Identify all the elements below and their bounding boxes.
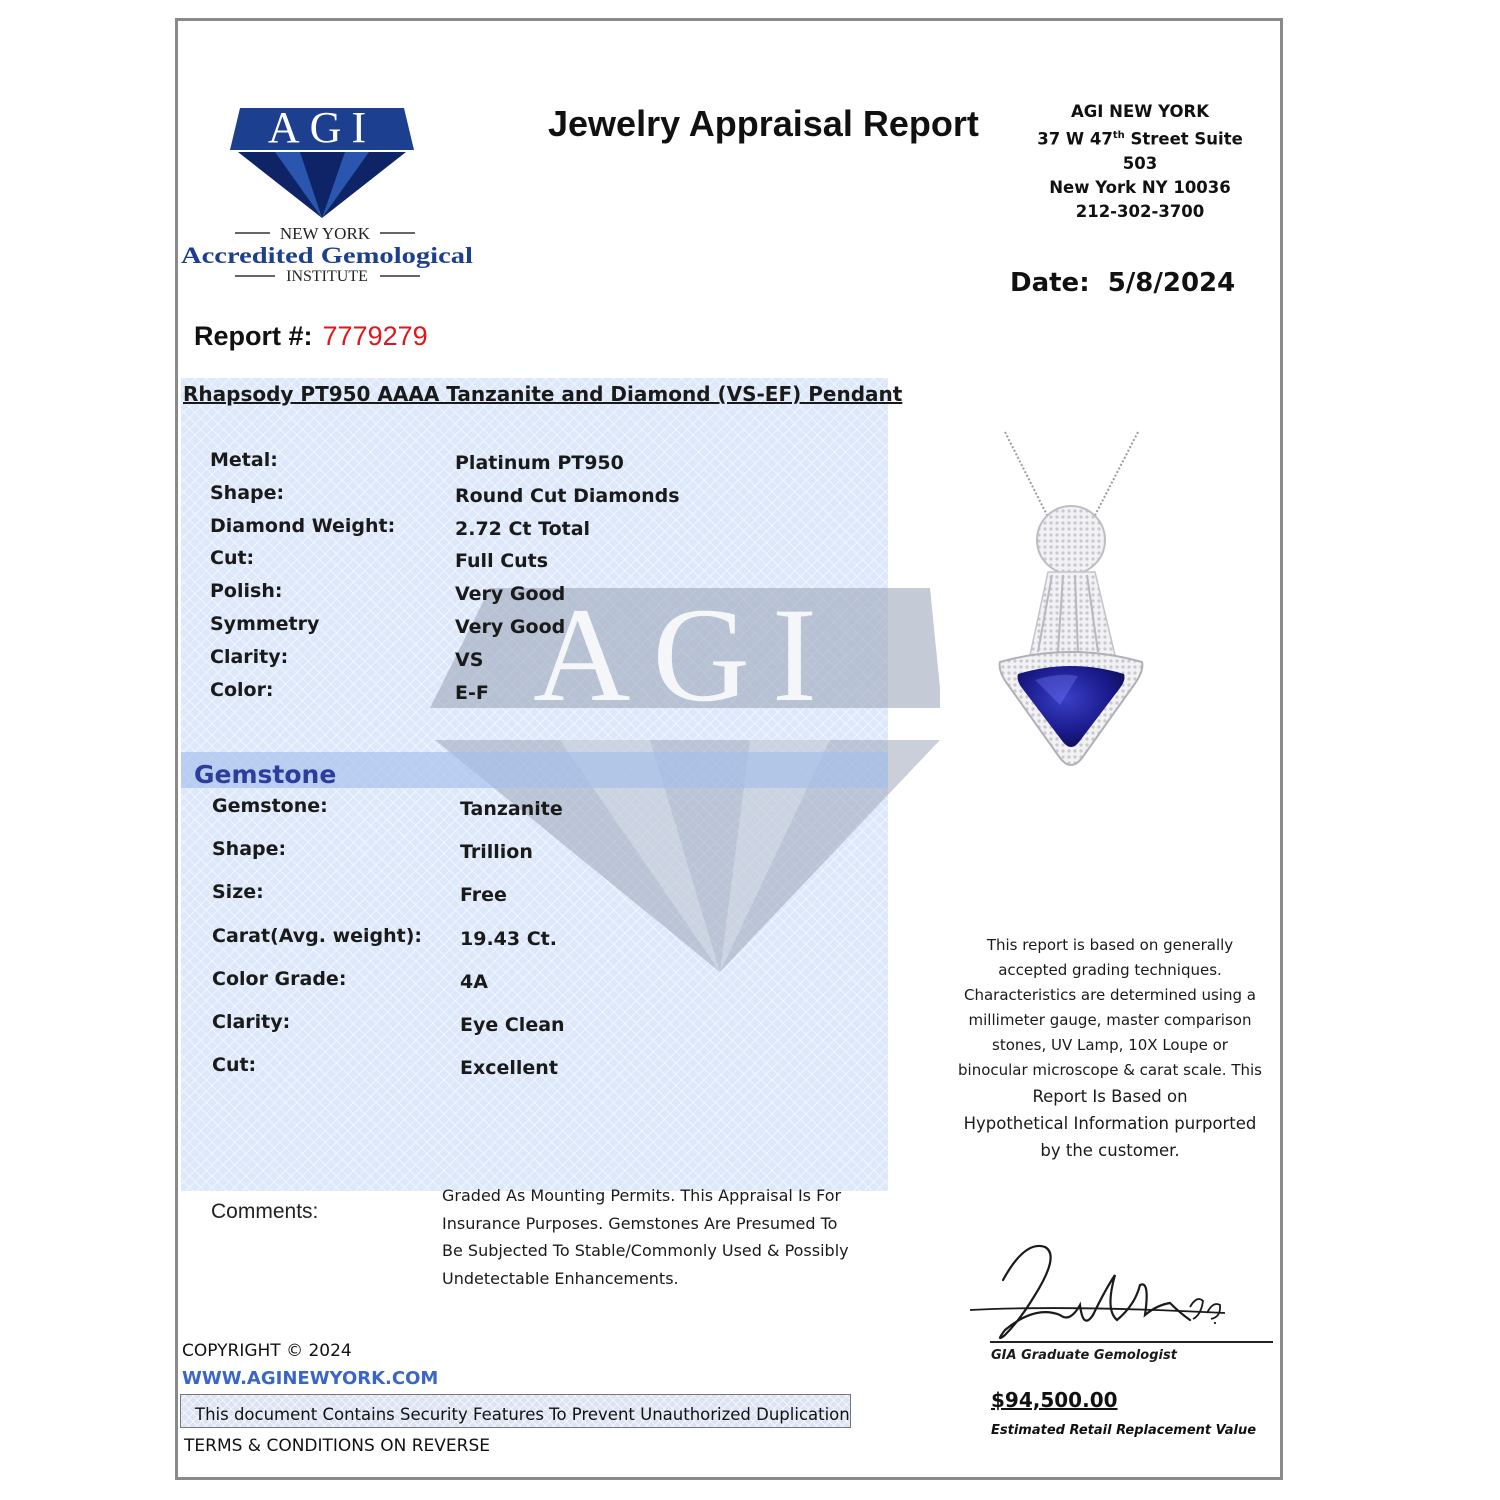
spec-value: Tanzanite: [460, 798, 563, 820]
spec-value: VS: [455, 648, 484, 671]
signer-title: GIA Graduate Gemologist: [991, 1348, 1177, 1363]
spec-value: Trillion: [460, 841, 533, 864]
date-value: 5/8/2024: [1107, 268, 1236, 298]
report-number-label: Report #:: [194, 321, 313, 351]
security-notice: This document Contains Security Features To Prevent Unauthorized Duplication: [180, 1394, 851, 1428]
disclaimer-line: binocular microscope & carat scale. This: [958, 1061, 1262, 1079]
gemstone-heading: Gemstone: [194, 760, 337, 789]
comment-line: Undetectable Enhancements.: [442, 1268, 679, 1288]
spec-label: Polish:: [210, 580, 283, 603]
spec-value: Free: [460, 884, 507, 907]
spec-value: E-F: [455, 681, 489, 704]
lab-name: AGI NEW YORK: [1070, 102, 1210, 121]
logo-institute: INSTITUTE: [286, 268, 368, 285]
spec-value: Very Good: [455, 616, 566, 638]
appraised-value-label: Estimated Retail Replacement Value: [991, 1423, 1257, 1438]
report-date: [1010, 268, 1235, 298]
spec-label: Shape:: [210, 481, 285, 504]
website-link[interactable]: WWW.AGINEWYORK.COM: [182, 1368, 439, 1389]
spec-label: Symmetry: [210, 613, 320, 635]
pendant-halo-top: [1037, 506, 1105, 574]
logo-new-york: NEW YORK: [279, 224, 371, 243]
spec-label: Color:: [210, 678, 274, 701]
agi-logo: [180, 100, 480, 285]
spec-label: Clarity:: [210, 645, 289, 668]
spec-label: Cut:: [212, 1054, 257, 1077]
disclaimer-line: Hypothetical Information purported: [963, 1114, 1257, 1133]
spec-value: Excellent: [460, 1057, 558, 1080]
logo-letters: AGI: [267, 103, 377, 152]
spec-label: Carat(Avg. weight):: [212, 924, 423, 947]
comments-text: [442, 1182, 872, 1292]
disclaimer-line: Characteristics are determined using a: [964, 986, 1256, 1004]
spec-value: 19.43 Ct.: [460, 927, 557, 950]
spec-label: Shape:: [212, 838, 287, 861]
spec-label: Clarity:: [212, 1011, 291, 1033]
report-title: Jewelry Appraisal Report: [548, 103, 979, 144]
lab-street: 37 W 47th Street Suite 503: [1037, 129, 1243, 173]
grading-disclaimer: [955, 933, 1265, 1164]
spec-label: Gemstone:: [212, 795, 328, 817]
spec-value: Full Cuts: [455, 550, 549, 573]
signature-line: [990, 1341, 1273, 1343]
spec-label: Diamond Weight:: [210, 514, 396, 537]
appraised-value: $94,500.00: [991, 1388, 1118, 1412]
disclaimer-line: This report is based on generally: [986, 936, 1234, 954]
copyright: COPYRIGHT © 2024: [182, 1341, 352, 1361]
spec-value: 4A: [460, 970, 488, 993]
spec-label: Size:: [212, 881, 264, 904]
logo-gem-pavilion: [238, 152, 406, 218]
lab-phone: 212-302-3700: [1075, 201, 1205, 221]
spec-value: 2.72 Ct Total: [455, 517, 591, 540]
watermark-letters: AGI: [533, 581, 839, 730]
spec-label: Cut:: [210, 547, 255, 570]
logo-institute-name: Accredited Gemological: [181, 243, 473, 268]
disclaimer-line: stones, UV Lamp, 10X Loupe or: [992, 1036, 1228, 1054]
comment-line: Insurance Purposes. Gemstones Are Presumed To: [442, 1213, 838, 1233]
lab-address: [1020, 100, 1260, 224]
spec-label: Color Grade:: [212, 967, 347, 990]
disclaimer-line: Report Is Based on: [1032, 1087, 1188, 1106]
disclaimer-line: millimeter gauge, master comparison: [968, 1011, 1252, 1029]
disclaimer-line: by the customer.: [1040, 1141, 1180, 1160]
disclaimer-line: accepted grading techniques.: [998, 961, 1222, 979]
report-number: [194, 321, 428, 352]
lab-city: New York NY 10036: [1049, 177, 1231, 197]
spec-value: Platinum PT950: [455, 452, 624, 474]
gemologist-signature: [965, 1235, 1277, 1355]
product-title: Rhapsody PT950 AAAA Tanzanite and Diamond (VS-EF) Pendant: [183, 382, 903, 406]
spec-value: Very Good: [455, 583, 566, 606]
terms-notice: TERMS & CONDITIONS ON REVERSE: [184, 1436, 490, 1456]
comments-label: Comments:: [211, 1200, 319, 1223]
spec-label: Metal:: [210, 449, 278, 471]
pendant-image: [940, 430, 1208, 798]
comment-line: Be Subjected To Stable/Commonly Used & Possibly: [442, 1241, 849, 1260]
report-number-value: 7779279: [322, 321, 428, 351]
date-label: Date:: [1010, 268, 1090, 298]
spec-value: Round Cut Diamonds: [455, 484, 680, 507]
comment-line: Graded As Mounting Permits. This Appraisal Is For: [442, 1186, 842, 1205]
spec-value: Eye Clean: [460, 1014, 565, 1036]
